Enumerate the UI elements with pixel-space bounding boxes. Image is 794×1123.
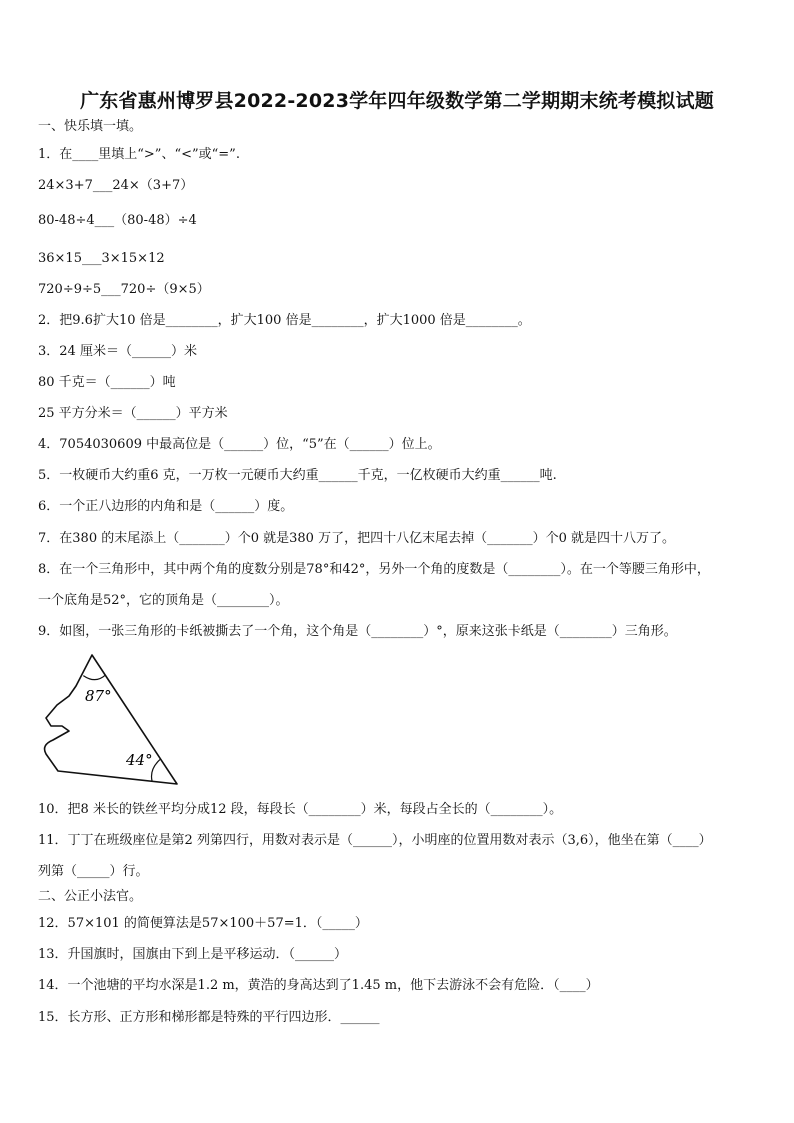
question-2: 2．把9.6扩大10 倍是________，扩大100 倍是________，扩大1000 倍是________。: [38, 313, 531, 328]
question-8-line-1: 8．在一个三角形中，其中两个角的度数分别是78°和42°，另外一个角的度数是（________）。在一个等腰三角形中，: [38, 562, 710, 577]
page-title: 广东省惠州博罗县2022-2023学年四年级数学第二学期期末统考模拟试题: [80, 90, 714, 112]
question-13: 13．升国旗时，国旗由下到上是平移运动．（______）: [38, 947, 348, 962]
question-3-line-1: 3．24 厘米＝（______）米: [38, 344, 197, 359]
question-1-item-b: 80-48÷4___（80-48）÷4: [38, 213, 197, 228]
question-1-item-a: 24×3+7___24×（3+7）: [38, 178, 194, 193]
bottom-angle-arc: [152, 759, 161, 781]
question-7: 7．在380 的末尾添上（_______）个0 就是380 万了，把四十八亿末尾去掉（_______）个0 就是四十八万了。: [38, 531, 675, 546]
question-15: 15．长方形、正方形和梯形都是特殊的平行四边形．______: [38, 1010, 380, 1025]
top-angle-label: 87°: [85, 687, 112, 705]
top-angle-arc: [83, 675, 105, 680]
question-1: 1．在____里填上“>”、“<”或“=”.: [38, 147, 240, 162]
section-heading-2: 二、公正小法官。: [38, 889, 143, 904]
question-3-line-2: 80 千克＝（______）吨: [38, 375, 176, 390]
question-5: 5．一枚硬币大约重6 克，一万枚一元硬币大约重______千克，一亿枚硬币大约重______吨.: [38, 468, 557, 483]
bottom-angle-label: 44°: [126, 751, 153, 769]
question-1-item-d: 720÷9÷5___720÷（9×5）: [38, 282, 210, 297]
question-4: 4．7054030609 中最高位是（______）位，“5”在（______）位上。: [38, 437, 441, 452]
question-1-item-c: 36×15___3×15×12: [38, 251, 165, 266]
question-11-line-2: 列第（_____）行。: [38, 864, 149, 879]
question-10: 10．把8 米长的铁丝平均分成12 段，每段长（________）米，每段占全长的（________）。: [38, 802, 563, 817]
question-9: 9．如图，一张三角形的卡纸被撕去了一个角，这个角是（________）°，原来这张卡纸是（________）三角形。: [38, 624, 677, 639]
torn-triangle-outline: [45, 655, 177, 784]
question-14: 14．一个池塘的平均水深是1.2 m，黄浩的身高达到了1.45 m，他下去游泳不会有危险．（____）: [38, 978, 599, 993]
question-3-line-3: 25 平方分米＝（______）平方米: [38, 406, 228, 421]
question-11-line-1: 11．丁丁在班级座位是第2 列第四行，用数对表示是（______），小明座的位置用数对表示（3,6），他坐在第（____）: [38, 833, 712, 848]
question-8-line-2: 一个底角是52°，它的顶角是（________）。: [38, 593, 289, 608]
question-6: 6．一个正八边形的内角和是（______）度。: [38, 499, 294, 514]
torn-triangle-figure: [38, 652, 186, 788]
section-heading-1: 一、快乐填一填。: [38, 119, 143, 134]
question-12: 12．57×101 的简便算法是57×100＋57=1．（_____）: [38, 916, 368, 931]
